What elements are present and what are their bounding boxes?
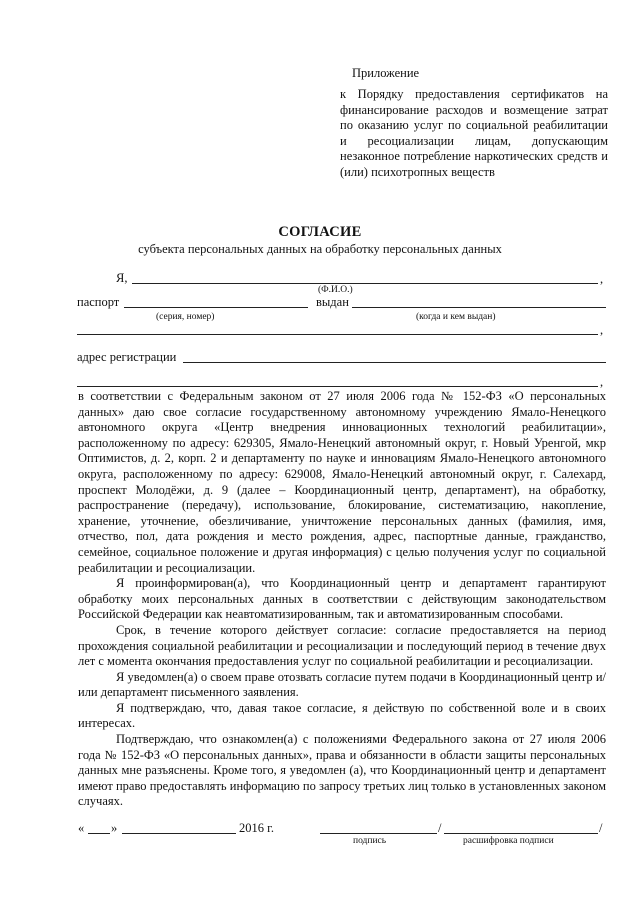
- paragraph-1: в соответствии с Федеральным законом от 27 июля 2006 года № 152-ФЗ «О персональных данных» даю свое согласие государственному автономному учреждению Ямало-Ненецкого автономного округа «Центр внедрения инновационных технологий реабилитации», расположенному по адресу: 629305, Ямало-Ненецкий автономный округ, г. Новый Уренгой, мкр Оптимистов, д. 2, корп. 2 и департаменту по науке и инновациям Ямало-Ненецкого автономного округа, расположенному по адресу: 629008, Ямало-Ненецкий автономный округ, г. Салехард, проспект Молодёжи, д. 9 (далее – Координационный центр, департамент), на обработку, распространение (передачу), использование, блокирование, систематизацию, накопление, хранение, уточнение, обезличивание, уничтожение персональных данных (фамилия, имя, отчество, пол, дата рождения и место рождения, адрес, паспортные данные, гражданство, семейное, социальное положение и другая информация) с целью получения услуг по социальной реабилитации и ресоциализации.: [78, 389, 606, 575]
- paragraph-2: Я проинформирован(а), что Координационный центр и департамент гарантируют обработку моих персональных данных в соответствии с действующим законодательством Российской Федерации как неавтоматизированным, так и автоматизированным способами.: [78, 576, 606, 622]
- issued-label: выдан: [316, 295, 349, 309]
- address-field-continued[interactable]: [77, 386, 598, 387]
- fio-field[interactable]: [132, 283, 598, 284]
- fio-hint: (Ф.И.О.): [318, 285, 353, 295]
- document-subtitle: субъекта персональных данных на обработку персональных данных: [138, 242, 502, 256]
- paragraph-6: Подтверждаю, что ознакомлен(а) с положениями Федерального закона от 27 июля 2006 года № 152-ФЗ «О персональных данных», права и обязанности в области защиты персональных данных мне разъяснены. Кроме того, я уведомлен (а), что Координационный центр и департамент имеют право предоставлять информацию по запросу третьих лиц только в установленных законом случаях.: [78, 732, 606, 809]
- signature-slash-2: /: [599, 821, 603, 835]
- passport-series-field[interactable]: [124, 307, 308, 308]
- document-title: СОГЛАСИЕ: [278, 224, 362, 240]
- signature-field[interactable]: [320, 833, 437, 834]
- paragraph-4: Я уведомлен(а) о своем праве отозвать согласие путем подачи в Координационный центр и/или департамент письменного заявления.: [78, 669, 606, 700]
- signature-decode-field[interactable]: [444, 833, 598, 834]
- date-day-field[interactable]: [88, 833, 110, 834]
- signature-slash-1: /: [438, 821, 442, 835]
- passport-label: паспорт: [77, 295, 120, 309]
- decode-hint: расшифровка подписи: [463, 836, 554, 846]
- issued-comma: ,: [600, 323, 604, 337]
- fio-comma: ,: [600, 272, 604, 286]
- date-year: 2016 г.: [239, 821, 274, 835]
- date-quote-open: «: [78, 821, 85, 835]
- sign-hint: подпись: [353, 836, 387, 846]
- ya-label: Я,: [116, 271, 128, 285]
- issued-by-field-continued[interactable]: [77, 334, 598, 335]
- date-quote-close: »: [111, 821, 118, 835]
- consent-body: [78, 389, 606, 810]
- paragraph-3: Срок, в течение которого действует согласие: согласие предоставляется на период прохождения социальной реабилитации и ресоциализации и последующий период в течение двух лет с момента окончания предоставления услуг по социальной реабилитации и ресоциализации.: [78, 622, 606, 669]
- paragraph-5: Я подтверждаю, что, давая такое согласие, я действую по собственной воле и в своих интересах.: [78, 700, 606, 731]
- date-month-field[interactable]: [122, 833, 236, 834]
- series-hint: (серия, номер): [156, 312, 215, 322]
- address-label: адрес регистрации: [77, 350, 177, 364]
- appendix-title: Приложение: [352, 66, 420, 80]
- appendix-text: к Порядку предоставления сертификатов на финансирование расходов и возмещение затрат по оказанию услуг по социальной реабилитации и ресоциализации лицам, допускающим незаконное потребление наркотических средств и (или) психотропных веществ: [340, 87, 608, 179]
- issued-by-field[interactable]: [352, 307, 606, 308]
- address-comma: ,: [600, 375, 604, 389]
- issued-hint: (когда и кем выдан): [416, 312, 496, 322]
- address-field[interactable]: [183, 362, 606, 363]
